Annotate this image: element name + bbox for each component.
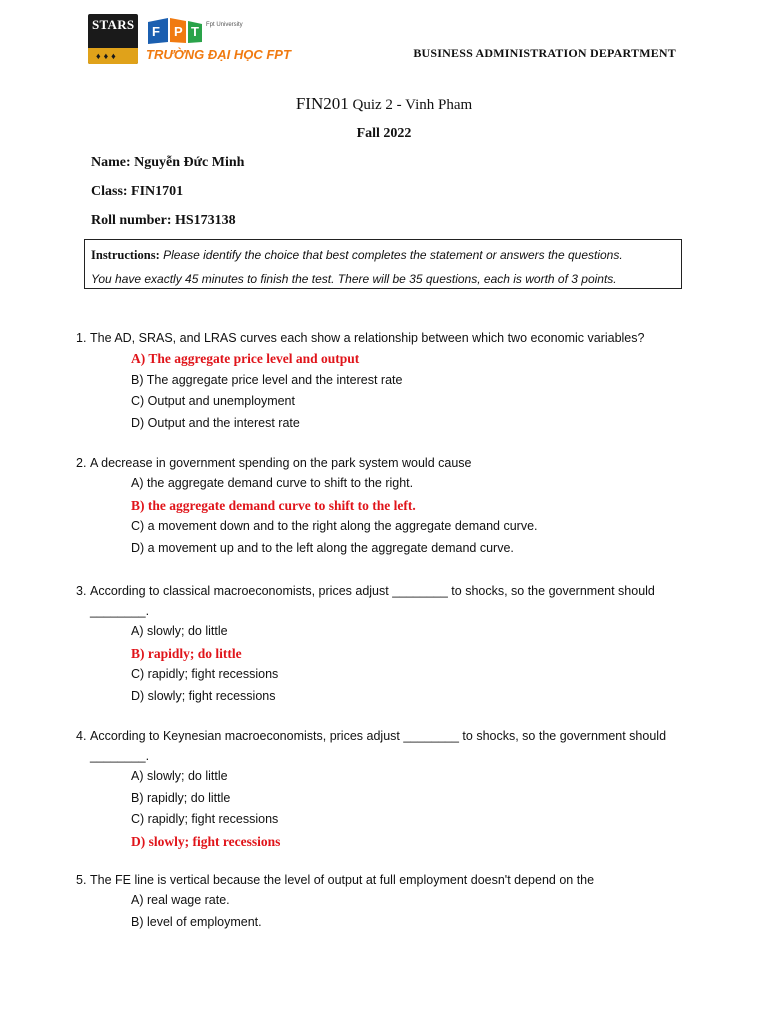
- quiz-title: [0, 94, 768, 114]
- question-text: The AD, SRAS, and LRAS curves each show a relationship between which two economic variables?: [90, 331, 645, 345]
- option-c: C) Output and unemployment: [131, 394, 295, 408]
- option-c: C) rapidly; fight recessions: [131, 812, 279, 826]
- svg-text:F: F: [152, 24, 160, 39]
- option-b: B) the aggregate demand curve to shift to the left.: [131, 497, 416, 513]
- option-a: A) the aggregate demand curve to shift to the right.: [131, 476, 414, 490]
- question-3: [76, 581, 686, 707]
- student-name: Name: Nguyễn Đức Minh: [91, 155, 245, 170]
- option-c: C) rapidly; fight recessions: [131, 667, 279, 681]
- question-number: 4.: [76, 729, 87, 743]
- svg-text:P: P: [174, 24, 183, 39]
- fpt-logo-icon: [146, 16, 256, 46]
- question-text: According to classical macroeconomists, prices adjust ________ to shocks, so the government should ________.: [90, 584, 655, 618]
- university-name: TRƯỜNG ĐẠI HỌC FPT: [146, 47, 291, 62]
- option-b: B) rapidly; do little: [131, 645, 242, 661]
- student-class: Class: FIN1701: [91, 184, 184, 199]
- option-d: D) slowly; fight recessions: [131, 833, 281, 849]
- option-b: B) rapidly; do little: [131, 790, 231, 805]
- quiz-name: Quiz 2 - Vinh Pham: [348, 97, 473, 113]
- question-5: [76, 870, 686, 933]
- option-c: C) a movement down and to the right along the aggregate demand curve.: [131, 519, 538, 533]
- question-4: [76, 726, 686, 852]
- instructions-label: Instructions:: [91, 248, 160, 262]
- fpt-subtitle: Fpt University: [206, 22, 243, 28]
- university-logo: [88, 14, 291, 64]
- question-text: According to Keynesian macroeconomists, prices adjust ________ to shocks, so the government should ________.: [90, 729, 667, 763]
- option-d: D) slowly; fight recessions: [131, 688, 276, 703]
- stars-icon: ♦♦♦: [96, 51, 119, 61]
- option-a: A) real wage rate.: [131, 893, 230, 907]
- instructions-line-2: You have exactly 45 minutes to finish the test. There will be 35 questions, each is worth of 3 points.: [91, 272, 617, 286]
- option-d: D) a movement up and to the left along the aggregate demand curve.: [131, 540, 514, 555]
- student-roll: Roll number: HS173138: [91, 213, 236, 228]
- question-number: 1.: [76, 331, 87, 345]
- stars-badge-text: STARS: [92, 17, 135, 32]
- question-1: [76, 328, 686, 434]
- department-name: BUSINESS ADMINISTRATION DEPARTMENT: [413, 46, 676, 60]
- question-text: A decrease in government spending on the park system would cause: [90, 456, 472, 470]
- question-text: The FE line is vertical because the level of output at full employment doesn't depend on the: [90, 873, 595, 887]
- question-2: [76, 453, 686, 559]
- question-number: 2.: [76, 456, 87, 470]
- option-a: A) slowly; do little: [131, 624, 228, 638]
- question-number: 3.: [76, 584, 87, 598]
- instructions-box: [84, 239, 682, 289]
- option-a: A) slowly; do little: [131, 769, 228, 783]
- stars-badge: [88, 14, 138, 64]
- term: Fall 2022: [356, 126, 412, 141]
- option-d: D) Output and the interest rate: [131, 415, 300, 430]
- option-b: B) The aggregate price level and the interest rate: [131, 372, 403, 387]
- option-a: A) The aggregate price level and output: [131, 351, 360, 366]
- question-number: 5.: [76, 873, 87, 887]
- instructions-line-1: Please identify the choice that best completes the statement or answers the questions.: [159, 248, 623, 262]
- course-code: FIN201: [295, 94, 349, 113]
- svg-text:T: T: [191, 24, 199, 39]
- option-b: B) level of employment.: [131, 914, 262, 929]
